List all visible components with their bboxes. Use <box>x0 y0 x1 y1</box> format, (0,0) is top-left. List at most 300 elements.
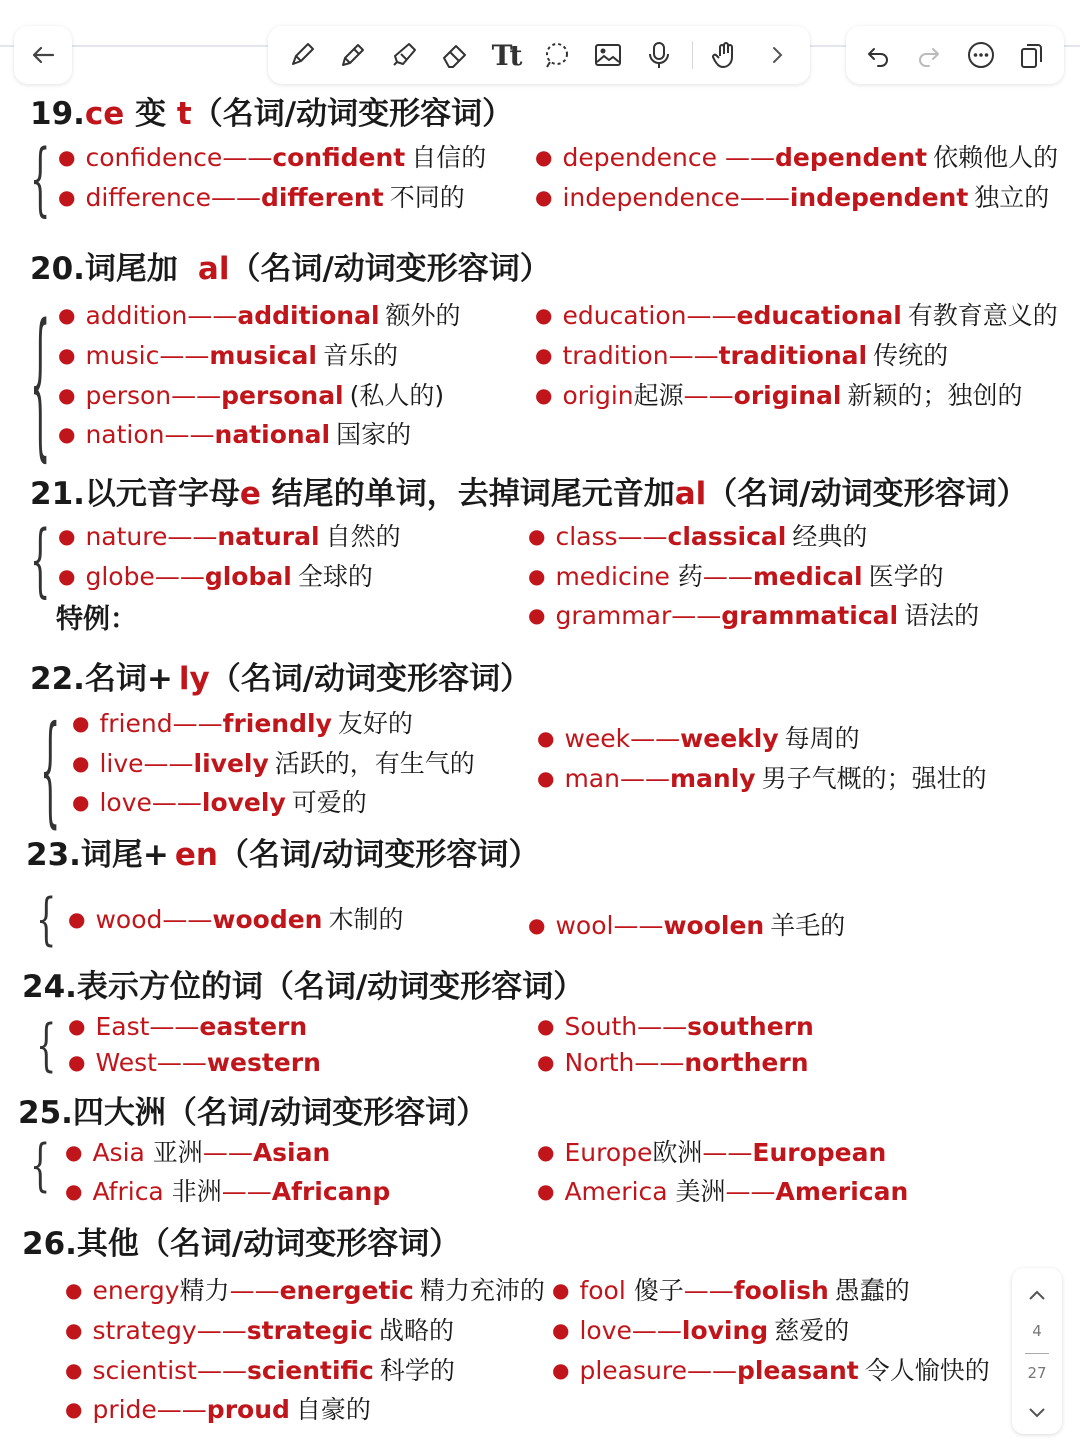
derived-word-meaning: 有教育意义的 <box>907 301 1058 330</box>
base-word-meaning: 起源 <box>633 381 684 410</box>
derived-word-meaning: 新颖的；独创的 <box>847 381 1023 410</box>
derived-word: scientific <box>246 1356 374 1385</box>
word-item <box>528 596 979 632</box>
base-word: fool <box>579 1276 626 1305</box>
base-word: globe <box>85 562 155 591</box>
derivation-dash: —— <box>210 183 261 212</box>
word-item <box>58 376 444 412</box>
derived-word-meaning: 友好的 <box>337 709 413 738</box>
section-number: 20. <box>30 251 85 287</box>
derivation-dash: —— <box>221 1177 272 1206</box>
derived-word: woolen <box>663 911 765 940</box>
bullet-icon: ● <box>65 1318 83 1342</box>
bullet-icon: ● <box>537 1140 555 1164</box>
word-item <box>528 517 867 553</box>
derived-word: southern <box>687 1012 814 1041</box>
total-pages: 27 <box>1027 1364 1047 1382</box>
derived-word-meaning: 医学的 <box>868 562 944 591</box>
derived-word: educational <box>736 301 902 330</box>
derived-word-meaning: 慈爱的 <box>774 1316 850 1345</box>
bullet-icon: ● <box>537 1014 555 1038</box>
base-word: wood <box>95 905 163 934</box>
bullet-icon: ● <box>552 1358 570 1382</box>
bullet-icon: ● <box>65 1140 83 1164</box>
derived-word-meaning: 木制的 <box>328 905 404 934</box>
base-word: scientist <box>92 1356 197 1385</box>
derived-word-meaning: 独立的 <box>974 183 1050 212</box>
word-item <box>58 336 398 372</box>
derived-word: global <box>204 562 292 591</box>
section-number: 21. <box>30 476 85 512</box>
derivation-dash: —— <box>196 1316 247 1345</box>
derivation-dash: —— <box>686 301 737 330</box>
word-item <box>72 744 475 780</box>
derived-word: different <box>260 183 384 212</box>
derivation-dash: —— <box>725 1177 776 1206</box>
section-label: （名词/动词变形容词） <box>165 1095 488 1131</box>
derivation-dash: —— <box>196 1356 247 1385</box>
derived-word: northern <box>684 1048 809 1077</box>
derived-word: proud <box>206 1395 290 1424</box>
group-brace: { <box>30 134 51 226</box>
section-label: （名词/动词变形容词） <box>229 251 551 287</box>
base-word-meaning: 药 <box>669 562 703 591</box>
back-arrow-icon <box>29 41 57 69</box>
section-suffix-from: ce <box>84 96 125 132</box>
base-word: friend <box>99 709 173 738</box>
section-vowel: e <box>239 476 261 512</box>
base-word: South <box>564 1012 638 1041</box>
word-item <box>58 178 465 214</box>
bullet-icon: ● <box>58 145 76 169</box>
base-word: grammar <box>555 601 672 630</box>
section-suffix-to: t <box>176 96 192 132</box>
chevron-right-icon[interactable] <box>759 37 795 73</box>
derived-word: classical <box>667 522 787 551</box>
base-word-meaning: 非洲 <box>163 1177 222 1206</box>
toolbar-separator <box>692 41 693 69</box>
derivation-dash: —— <box>717 143 775 172</box>
section-label: （名词/动词变形容词） <box>191 96 514 132</box>
derivation-dash: —— <box>613 911 664 940</box>
derived-word-meaning: 科学的 <box>379 1356 455 1385</box>
derivation-dash: —— <box>156 1395 207 1424</box>
bullet-icon: ● <box>58 564 76 588</box>
word-item <box>528 557 944 593</box>
derived-word-meaning: 战略的 <box>378 1316 454 1345</box>
section-label: （名词/动词变形容词） <box>706 476 1028 512</box>
derived-word-meaning: 愚蠢的 <box>834 1276 910 1305</box>
base-word: person <box>85 381 172 410</box>
base-word: West <box>95 1048 157 1077</box>
derivation-dash: —— <box>631 1316 682 1345</box>
page-navigator <box>1012 1268 1062 1434</box>
base-word: education <box>562 301 687 330</box>
bullet-icon: ● <box>58 422 76 446</box>
derived-word-meaning: 活跃的，有生气的 <box>274 749 475 778</box>
derived-word: western <box>206 1048 321 1077</box>
bullet-icon: ● <box>58 185 76 209</box>
bullet-icon: ● <box>535 303 553 327</box>
group-brace: { <box>30 1134 51 1199</box>
undo-icon[interactable] <box>860 37 896 73</box>
derivation-dash: —— <box>154 562 205 591</box>
toolbar-actions <box>846 26 1064 84</box>
section-number: 19. <box>30 96 85 132</box>
derived-word: national <box>214 420 331 449</box>
base-word: pleasure <box>579 1356 687 1385</box>
word-item <box>65 1311 454 1347</box>
section-heading <box>26 829 539 874</box>
bullet-icon: ● <box>58 303 76 327</box>
derived-word: lovely <box>201 788 286 817</box>
word-item <box>537 1048 809 1077</box>
derived-word: eastern <box>199 1012 308 1041</box>
drawing-toolbar <box>268 26 810 84</box>
derived-word-meaning: 音乐的 <box>322 341 398 370</box>
bullet-icon: ● <box>528 913 546 937</box>
derivation-dash: —— <box>619 764 670 793</box>
eraser-icon[interactable] <box>437 37 473 73</box>
derivation-dash: —— <box>229 1276 280 1305</box>
section-label: （名词/动词变形容词） <box>218 837 540 873</box>
word-item <box>58 517 401 553</box>
base-word: addition <box>85 301 188 330</box>
derived-word: dependent <box>774 143 928 172</box>
base-word-meaning: 美洲 <box>667 1177 726 1206</box>
section-prefix: 四大洲 <box>72 1095 166 1131</box>
chevron-down-icon[interactable] <box>1025 1400 1049 1424</box>
derived-word-meaning: (私人的) <box>349 381 445 410</box>
section-heading <box>30 653 531 698</box>
word-item <box>68 1048 321 1077</box>
section-number: 22. <box>30 661 85 697</box>
text-tool-icon[interactable]: Tt <box>491 38 520 72</box>
bullet-icon: ● <box>537 726 555 750</box>
bullet-icon: ● <box>72 711 90 735</box>
section-number: 26. <box>22 1226 77 1262</box>
derivation-dash: —— <box>167 522 218 551</box>
derived-word: energetic <box>279 1276 414 1305</box>
highlighter-icon[interactable] <box>386 37 422 73</box>
derivation-dash: —— <box>739 183 790 212</box>
derived-word: pleasant <box>736 1356 859 1385</box>
base-word: dependence <box>562 143 718 172</box>
section-heading <box>30 243 551 288</box>
base-word: strategy <box>92 1316 197 1345</box>
bullet-icon: ● <box>58 383 76 407</box>
derivation-dash: —— <box>702 1138 753 1167</box>
base-word: America <box>564 1177 668 1206</box>
derivation-dash: —— <box>671 601 722 630</box>
base-word: East <box>95 1012 150 1041</box>
word-item <box>537 1172 908 1208</box>
bullet-icon: ● <box>528 603 546 627</box>
pen-icon[interactable] <box>284 37 320 73</box>
bullet-icon: ● <box>552 1278 570 1302</box>
base-word: medicine <box>555 562 670 591</box>
word-item <box>537 1012 814 1041</box>
word-item <box>58 415 411 451</box>
bullet-icon: ● <box>72 790 90 814</box>
derivation-dash: —— <box>683 1276 734 1305</box>
word-item <box>552 1271 910 1307</box>
derived-word: medical <box>752 562 863 591</box>
derivation-dash: —— <box>683 381 734 410</box>
bullet-icon: ● <box>68 1050 86 1074</box>
section-prefix: 名词+ <box>84 661 173 697</box>
section-number: 25. <box>18 1095 73 1131</box>
section-connector: 变 <box>124 96 177 132</box>
image-icon[interactable] <box>590 37 626 73</box>
derived-word: Asian <box>252 1138 331 1167</box>
derivation-dash: —— <box>630 724 681 753</box>
derived-word-meaning: 自豪的 <box>295 1395 371 1424</box>
section-suffix: ly <box>178 661 210 697</box>
section-label: （名词/动词变形容词） <box>138 1226 461 1262</box>
section-heading <box>22 961 584 1006</box>
bullet-icon: ● <box>537 1179 555 1203</box>
pencil-icon[interactable] <box>335 37 371 73</box>
special-case-label: 特例： <box>56 604 137 635</box>
word-item <box>58 296 461 332</box>
word-item <box>72 704 413 740</box>
derivation-dash: —— <box>668 341 719 370</box>
derived-word: natural <box>217 522 320 551</box>
group-brace: { <box>36 1014 57 1079</box>
derivation-dash: —— <box>222 143 273 172</box>
base-word: nation <box>85 420 165 449</box>
section-suffix: al <box>674 476 707 512</box>
more-icon[interactable] <box>963 37 999 73</box>
derivation-dash: —— <box>202 1138 253 1167</box>
group-brace: { <box>30 294 51 478</box>
derivation-dash: —— <box>702 562 753 591</box>
derivation-dash: —— <box>187 301 238 330</box>
section-rule: 结尾的单词，去掉词尾元音加 <box>260 476 675 512</box>
derived-word-meaning: 自信的 <box>411 143 487 172</box>
bullet-icon: ● <box>537 766 555 790</box>
bullet-icon: ● <box>58 524 76 548</box>
derived-word-meaning: 语法的 <box>904 601 980 630</box>
derivation-dash: —— <box>172 709 223 738</box>
group-brace: { <box>36 888 57 953</box>
derivation-dash: —— <box>143 749 194 778</box>
base-word: independence <box>562 183 740 212</box>
derived-word: strategic <box>246 1316 373 1345</box>
base-word: Asia <box>92 1138 145 1167</box>
derived-word: Africanp <box>271 1177 391 1206</box>
section-number: 23. <box>26 837 81 873</box>
bullet-icon: ● <box>537 1050 555 1074</box>
derived-word-meaning: 经典的 <box>792 522 868 551</box>
derivation-dash: —— <box>634 1048 685 1077</box>
derived-word: wooden <box>212 905 323 934</box>
section-heading <box>30 468 1028 513</box>
derivation-dash: —— <box>162 905 213 934</box>
base-word: live <box>99 749 144 778</box>
word-item <box>537 759 987 795</box>
section-label: （名词/动词变形容词） <box>262 969 585 1005</box>
derived-word-meaning: 每周的 <box>784 724 860 753</box>
derived-word: additional <box>237 301 380 330</box>
derivation-dash: —— <box>171 381 222 410</box>
current-page-number: 4 <box>1032 1322 1042 1340</box>
word-item <box>65 1351 455 1387</box>
base-word: wool <box>555 911 614 940</box>
base-word: pride <box>92 1395 157 1424</box>
bullet-icon: ● <box>65 1397 83 1421</box>
bullet-icon: ● <box>65 1179 83 1203</box>
base-word: music <box>85 341 160 370</box>
word-item <box>72 783 367 819</box>
section-prefix: 词尾加 <box>84 251 178 287</box>
derived-word-meaning: 不同的 <box>389 183 465 212</box>
section-prefix: 词尾+ <box>80 837 169 873</box>
derived-word-meaning: 令人愉快的 <box>864 1356 990 1385</box>
derivation-dash: —— <box>617 522 668 551</box>
base-word: nature <box>85 522 168 551</box>
derived-word-meaning: 可爱的 <box>291 788 367 817</box>
word-item <box>535 296 1058 332</box>
word-item <box>552 1311 849 1347</box>
word-item <box>65 1390 371 1426</box>
section-number: 24. <box>22 969 77 1005</box>
word-item <box>68 900 404 936</box>
derivation-dash: —— <box>159 341 210 370</box>
group-brace: { <box>40 703 61 841</box>
section-prefix: 其他 <box>76 1226 139 1262</box>
bullet-icon: ● <box>535 145 553 169</box>
word-item <box>68 1012 307 1041</box>
bullet-icon: ● <box>535 343 553 367</box>
derivation-dash: —— <box>637 1012 688 1041</box>
word-item <box>65 1172 390 1208</box>
base-word-meaning: 傻子 <box>625 1276 684 1305</box>
back-button[interactable] <box>14 26 72 84</box>
base-word: love <box>99 788 152 817</box>
bullet-icon: ● <box>58 343 76 367</box>
derived-word: musical <box>209 341 317 370</box>
word-item <box>535 336 948 372</box>
derived-word-meaning: 羊毛的 <box>770 911 846 940</box>
section-prefix: 表示方位的词 <box>76 969 263 1005</box>
derived-word-meaning: 全球的 <box>297 562 373 591</box>
derived-word: American <box>775 1177 909 1206</box>
pages-icon[interactable] <box>1014 37 1050 73</box>
base-word: Africa <box>92 1177 164 1206</box>
base-word: North <box>564 1048 635 1077</box>
section-suffix: al <box>197 251 230 287</box>
section-suffix: en <box>174 837 219 873</box>
derivation-dash: —— <box>686 1356 737 1385</box>
word-item <box>552 1351 990 1387</box>
word-item <box>535 138 1058 174</box>
derived-word: foolish <box>733 1276 829 1305</box>
derived-word-meaning: 自然的 <box>325 522 401 551</box>
derived-word: manly <box>669 764 756 793</box>
section-label: （名词/动词变形容词） <box>209 661 532 697</box>
derivation-dash: —— <box>164 420 215 449</box>
microphone-icon[interactable] <box>641 37 677 73</box>
gesture-hand-icon[interactable] <box>708 37 744 73</box>
base-word-meaning: 精力 <box>179 1276 230 1305</box>
page-divider <box>1025 1353 1049 1354</box>
section-heading <box>18 1087 487 1132</box>
base-word-meaning: 亚洲 <box>144 1138 203 1167</box>
derived-word: original <box>733 381 842 410</box>
word-item <box>537 719 860 755</box>
derived-word-meaning: 国家的 <box>336 420 412 449</box>
bullet-icon: ● <box>68 907 86 931</box>
chevron-up-icon[interactable] <box>1025 1284 1049 1308</box>
base-word-meaning: 欧洲 <box>652 1138 703 1167</box>
word-item <box>537 1133 886 1169</box>
redo-icon[interactable] <box>911 37 947 73</box>
derived-word-meaning: 传统的 <box>873 341 949 370</box>
base-word: class <box>555 522 618 551</box>
derivation-dash: —— <box>149 1012 200 1041</box>
bullet-icon: ● <box>68 1014 86 1038</box>
derived-word: friendly <box>222 709 332 738</box>
derivation-dash: —— <box>156 1048 207 1077</box>
derived-word: lively <box>193 749 269 778</box>
bullet-icon: ● <box>72 751 90 775</box>
base-word: love <box>579 1316 632 1345</box>
base-word: confidence <box>85 143 223 172</box>
bullet-icon: ● <box>528 564 546 588</box>
derived-word: independent <box>789 183 969 212</box>
derivation-dash: —— <box>151 788 202 817</box>
base-word: Europe <box>564 1138 653 1167</box>
derived-word-meaning: 依赖他人的 <box>933 143 1059 172</box>
bullet-icon: ● <box>535 383 553 407</box>
section-prefix: 以元音字母 <box>84 476 240 512</box>
lasso-icon[interactable] <box>539 37 575 73</box>
word-item <box>535 178 1049 214</box>
base-word: tradition <box>562 341 669 370</box>
word-item <box>535 376 1022 412</box>
derived-word: grammatical <box>721 601 899 630</box>
section-heading <box>30 88 513 133</box>
word-item <box>58 557 373 593</box>
derived-word-meaning: 精力充沛的 <box>419 1276 545 1305</box>
section-heading <box>22 1218 460 1263</box>
base-word: week <box>564 724 631 753</box>
derived-word: loving <box>681 1316 769 1345</box>
derived-word: weekly <box>680 724 779 753</box>
bullet-icon: ● <box>65 1358 83 1382</box>
derived-word: European <box>752 1138 887 1167</box>
word-item <box>58 138 486 174</box>
bullet-icon: ● <box>535 185 553 209</box>
base-word: man <box>564 764 620 793</box>
derived-word-meaning: 额外的 <box>385 301 461 330</box>
derived-word: personal <box>221 381 344 410</box>
bullet-icon: ● <box>528 524 546 548</box>
derived-word: confident <box>272 143 406 172</box>
derived-word: traditional <box>718 341 868 370</box>
base-word: difference <box>85 183 211 212</box>
base-word: energy <box>92 1276 180 1305</box>
group-brace: { <box>30 515 51 607</box>
word-item <box>65 1271 545 1307</box>
base-word: origin <box>562 381 634 410</box>
bullet-icon: ● <box>552 1318 570 1342</box>
word-item <box>65 1133 330 1169</box>
bullet-icon: ● <box>65 1278 83 1302</box>
derived-word-meaning: 男子气概的；强壮的 <box>761 764 987 793</box>
